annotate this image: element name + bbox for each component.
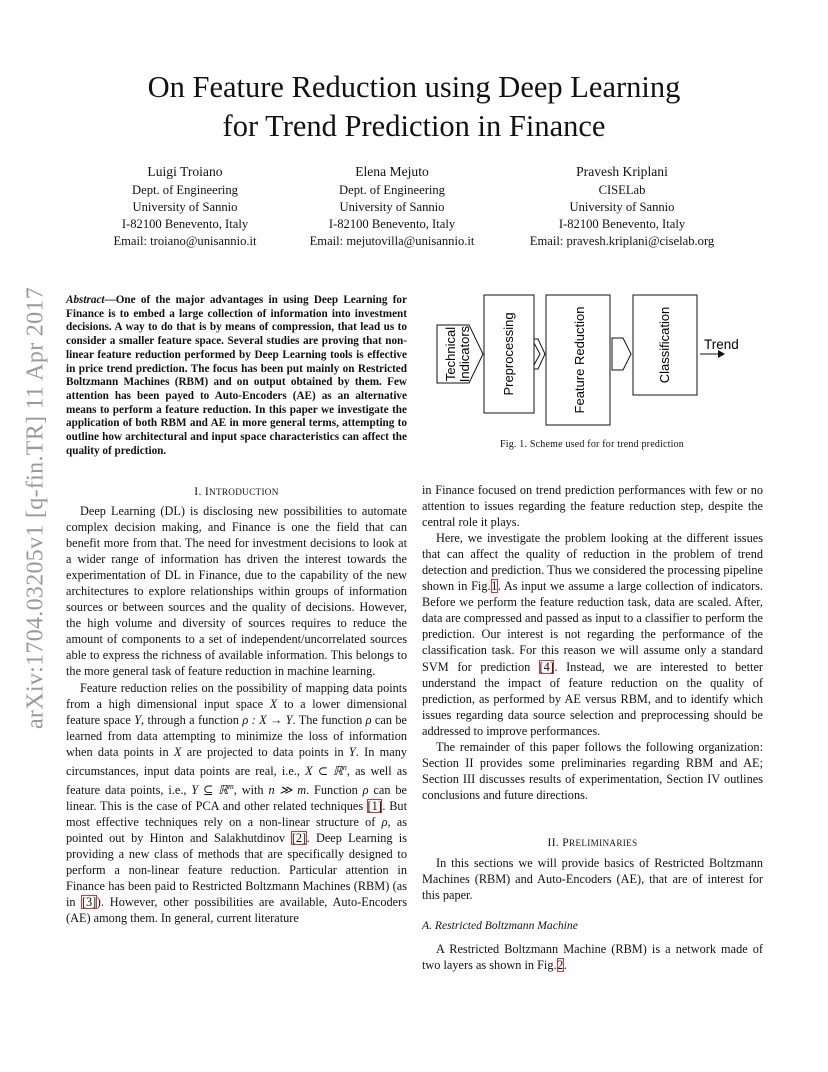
preliminaries-body [422, 855, 763, 903]
author-dept: CISELab [598, 183, 646, 197]
citation-link[interactable]: [2] [291, 831, 307, 846]
author-city: I-82100 Benevento, Italy [558, 217, 686, 231]
author-dept: Dept. of Engineering [132, 183, 238, 197]
output-label-trend: Trend [704, 337, 739, 352]
section-heading-introduction [66, 485, 407, 498]
author-city: I-82100 Benevento, Italy [328, 217, 456, 231]
author-univ: University of Sannio [132, 200, 238, 214]
box-label-preprocessing: Preprocessing [501, 312, 516, 396]
section-heading-preliminaries [422, 836, 763, 849]
author-city: I-82100 Benevento, Italy [121, 217, 249, 231]
author-block-3 [512, 162, 732, 250]
citation-link[interactable]: [4] [539, 659, 554, 674]
box-label-indicators: Indicators [457, 325, 472, 383]
section-number: I. [194, 485, 205, 498]
figure-link[interactable]: 1 [491, 579, 498, 594]
abstract-text: —One of the major advantages in using Deep Learning for Finance is to embed a large collection of information into investment decisions. A way to do that is by means of compression, that lead us to consider a smaller feature space. Several studies are proving that non-linear feature reduction performed by Deep Learning tools is effective in price trend prediction. The focus has been put mainly on Restricted Boltzmann Machines (RBM) and on output obtained by them. Few attention has been payed to Auto-Encoders (AE) as an alternative means to perform a feature reduction. In this paper we investigate the application of both RBM and AE in more general terms, attempting to outline how architectural and input space characteristics can affect the quality of prediction. [66, 294, 407, 457]
author-dept: Dept. of Engineering [339, 183, 445, 197]
arxiv-stamp-text: arXiv:1704.03205v1 [q-fin.TR] 11 Apr 2017 [22, 286, 49, 730]
author-email: Email: troiano@unisannio.it [113, 234, 257, 248]
author-name: Luigi Troiano [147, 164, 223, 179]
intro-paragraph-3: in Finance focused on trend prediction performances with few or no attention to issues regarding the feature reduction step, despite the central role it plays. [422, 483, 763, 530]
section-title-initial: P [562, 836, 570, 849]
author-univ: University of Sannio [339, 200, 445, 214]
author-email: Email: pravesh.kriplani@ciselab.org [529, 234, 715, 248]
paper-title [0, 68, 828, 146]
arrow-chevron-1 [534, 339, 545, 369]
section-number: II. [547, 836, 563, 849]
box-label-technical: Technical [443, 326, 458, 382]
arxiv-stamp [16, 248, 56, 768]
rbm-paragraph: A Restricted Boltzmann Machine (RBM) is a network made of two layers as shown in Fig.2. [422, 942, 763, 973]
author-block-1 [95, 162, 275, 250]
figure-1-caption: Fig. 1. Scheme used for for trend prediction [499, 439, 685, 450]
section-title-rest: RELIMINARIES [569, 838, 638, 848]
author-univ: University of Sannio [569, 200, 675, 214]
box-label-classification: Classification [657, 306, 672, 384]
section-title-rest: NTRODUCTION [209, 487, 279, 497]
title-line-2: for Trend Prediction in Finance [222, 109, 606, 143]
figure-link[interactable]: 2 [557, 958, 564, 973]
pipeline-diagram [428, 288, 768, 438]
citation-link[interactable]: [1] [367, 799, 382, 814]
section-title-initial: I [204, 485, 210, 498]
author-email: Email: mejutovilla@unisannio.it [309, 234, 475, 248]
intro-paragraph-2: Feature reduction relies on the possibility of mapping data points from a high dimensional input space X to a lower dimensional feature space Y, through a function ρ : X → Y. The function ρ can be learned from data attempting to minimize the loss of information when data points in X are projected to data points in Y. In many circumstances, input data points are real, i.e., X ⊂ ℝ$^n$, as well as feature data points, i.e., Y ⊆ ℝ$^m$, with n ≫ m. Function ρ can be linear. This is the case of PCA and other related techniques [1]. But most effective techniques rely on a non-linear structure of ρ, as pointed out by Hinton and Salakhutdinov [2]. Deep Learning is providing a new class of methods that are specifically designed to perform a non-linear feature reduction. Particular attention in Finance has been paid to Restricted Boltzmann Machines (RBM) (as in [3]). However, other possibilities are available, Auto-Encoders (AE) among them. In general, current literature [66, 680, 407, 926]
intro-paragraph-4: Here, we investigate the problem looking at the different issues that can affect the quality of reduction in the problem of trend detection and prediction. Thus we considered the processing pipeline shown in Fig.1. As input we assume a large collection of indicators. Before we perform the feature reduction task, data are scaled. After, data are compressed and passed as input to a classifier to perform the prediction. Our interest is not regarding the performance of the classification task. For this reason we will assume only a standard SVM for prediction [4]. Instead, we are interested to better understand the impact of feature reduction on the quality of prediction, as performed by AE versus RBM, and to identify which issues regarding data source selection and preprocessing should be addressed to improve performances. [422, 531, 763, 738]
abstract [66, 294, 407, 458]
title-line-1: On Feature Reduction using Deep Learning [147, 70, 681, 104]
right-column-body [422, 482, 763, 803]
preliminaries-paragraph: In this sections we will provide basics of Restricted Boltzmann Machines (RBM) and Auto-Encoders (AE), that are of interest for this paper. [422, 856, 763, 903]
author-block-2 [292, 162, 492, 250]
author-name: Elena Mejuto [355, 164, 429, 179]
citation-link[interactable]: [3] [81, 895, 97, 910]
box-label-feature-reduction: Feature Reduction [572, 306, 587, 414]
intro-paragraph-1: Deep Learning (DL) is disclosing new possibilities to automate complex decision making, and Finance is one the field that can benefit more from that. The need for investment decisions to look at a wider range of information has driven the interest towards the experimentation of DL in Finance, due to the capability of the new architectures to explore relationships within groups of information sources or between sources and the quality of decisions. However, the high volume and diversity of sources requires to reduce the amount of components to a set of independent/uncorrelated sources able to express the richness of available information. This belongs to the more general task of feature reduction in machine learning. [66, 504, 407, 679]
left-column-body [66, 503, 407, 926]
author-name: Pravesh Kriplani [576, 164, 668, 179]
abstract-label: Abstract [66, 294, 105, 306]
intro-paragraph-5: The remainder of this paper follows the following organization: Section II provides some preliminaries regarding RBM and AE; Section III discusses results of experimentation, Section IV outlines conclusions and future directions. [422, 739, 763, 802]
arrow-chevron-2 [612, 338, 631, 370]
figure-1 [428, 288, 768, 438]
rbm-body [422, 941, 763, 973]
subsection-heading-rbm: A. Restricted Boltzmann Machine [422, 919, 578, 932]
